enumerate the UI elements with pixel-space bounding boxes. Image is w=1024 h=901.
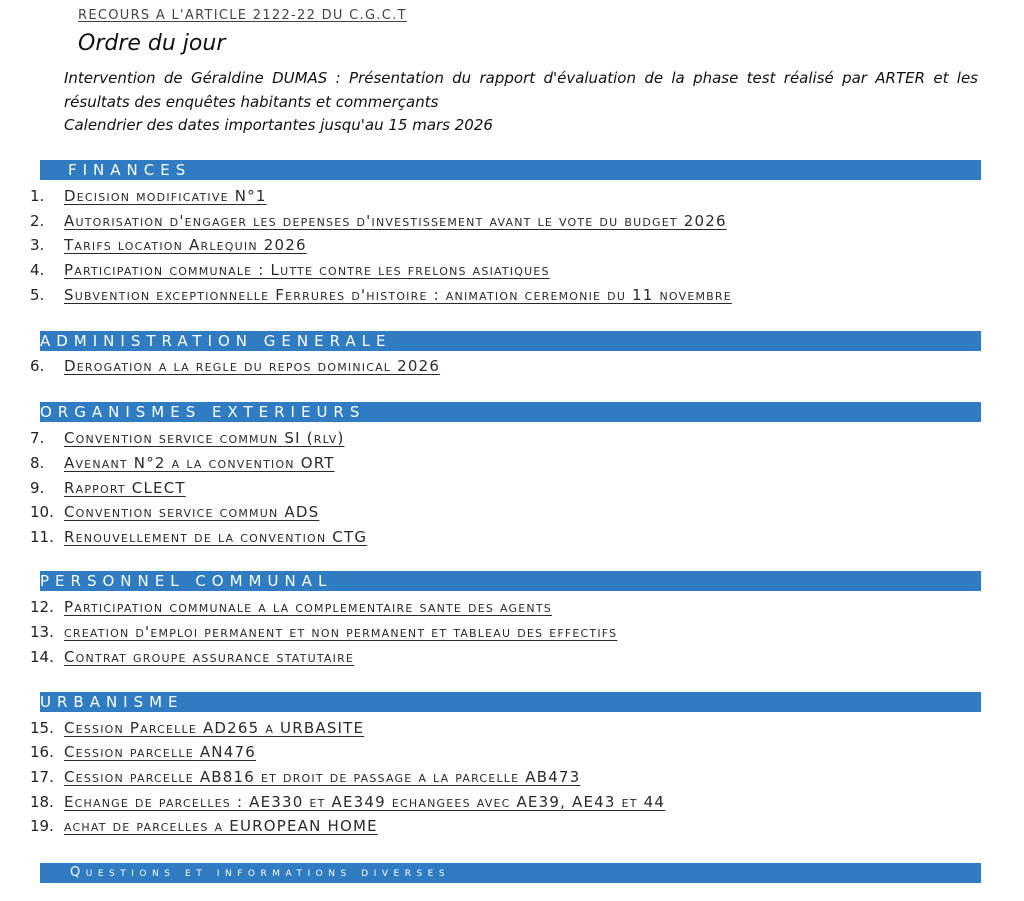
agenda-item-label[interactable]: Convention service commun SI (rlv) — [64, 429, 345, 447]
agenda-item-number: 12. — [30, 598, 54, 616]
agenda-item — [30, 258, 550, 282]
agenda-item-label[interactable]: Echange de parcelles : AE330 et AE349 echangees avec AE39, AE43 et 44 — [64, 793, 666, 811]
agenda-item-label[interactable]: Cession parcelle AN476 — [64, 743, 256, 761]
section-header-urbanisme: URBANISME — [40, 692, 981, 712]
agenda-item-number: 6. — [30, 357, 45, 375]
agenda-item-number: 17. — [30, 768, 54, 786]
agenda-item — [30, 476, 186, 500]
section-header-finances: FINANCES — [40, 160, 981, 180]
agenda-item-number: 1. — [30, 187, 45, 205]
agenda-item — [30, 620, 617, 644]
agenda-item — [30, 645, 354, 669]
agenda-item-number: 5. — [30, 286, 45, 304]
agenda-item-label[interactable]: Contrat groupe assurance statutaire — [64, 648, 355, 666]
agenda-item-number: 4. — [30, 261, 45, 279]
agenda-item — [30, 426, 345, 450]
agenda-item-label[interactable]: Subvention exceptionnelle Ferrures d'histoire : animation ceremonie du 11 novembre — [64, 286, 732, 304]
agenda-item-label[interactable]: Convention service commun ADS — [64, 503, 320, 521]
agenda-item-label[interactable]: Cession Parcelle AD265 a URBASITE — [64, 719, 365, 737]
agenda-item-label[interactable]: Tarifs location Arlequin 2026 — [64, 236, 307, 254]
agenda-item-label[interactable]: Autorisation d'engager les depenses d'investissement avant le vote du budget 2026 — [64, 212, 727, 230]
agenda-item-number: 14. — [30, 648, 54, 666]
agenda-item — [30, 716, 364, 740]
section-header-organismes: ORGANISMES EXTERIEURS — [40, 402, 981, 422]
agenda-item-label[interactable]: Participation communale : Lutte contre les frelons asiatiques — [64, 261, 550, 279]
agenda-item — [30, 595, 552, 619]
agenda-item-number: 7. — [30, 429, 45, 447]
agenda-item-number: 3. — [30, 236, 45, 254]
agenda-item-label[interactable]: Avenant N°2 a la convention ORT — [64, 454, 335, 472]
agenda-item-number: 10. — [30, 503, 54, 521]
agenda-item — [30, 233, 307, 257]
agenda-item-number: 19. — [30, 817, 54, 835]
agenda-item-number: 8. — [30, 454, 45, 472]
agenda-item — [30, 184, 267, 208]
agenda-item — [30, 740, 256, 764]
agenda-item-number: 16. — [30, 743, 54, 761]
section-header-questions: Questions et informations diverses — [40, 863, 981, 883]
intro-calendar: Calendrier des dates importantes jusqu'au 15 mars 2026 — [64, 116, 493, 134]
agenda-item-label[interactable]: Decision modificative N°1 — [64, 187, 267, 205]
agenda-item-label[interactable]: Cession parcelle AB816 et droit de passage a la parcelle AB473 — [64, 768, 581, 786]
agenda-item-number: 9. — [30, 479, 45, 497]
agenda-item — [30, 500, 319, 524]
agenda-item-number: 2. — [30, 212, 45, 230]
agenda-item-label[interactable]: creation d'emploi permanent et non permanent et tableau des effectifs — [64, 623, 618, 641]
agenda-item — [30, 354, 440, 378]
agenda-item — [30, 525, 367, 549]
agenda-item — [30, 209, 727, 233]
intro-intervention: Intervention de Géraldine DUMAS : Présentation du rapport d'évaluation de la phase test réalisé par ARTER et les résultats des enquêtes habitants et commerçants — [64, 69, 978, 111]
agenda-item — [30, 283, 732, 307]
agenda-item — [30, 765, 580, 789]
agenda-item-number: 11. — [30, 528, 54, 546]
agenda-item-number: 15. — [30, 719, 54, 737]
agenda-item-label[interactable]: Derogation a la regle du repos dominical 2026 — [64, 357, 441, 375]
agenda-item-label[interactable]: achat de parcelles a EUROPEAN HOME — [64, 817, 378, 835]
agenda-item-label[interactable]: Renouvellement de la convention CTG — [64, 528, 368, 546]
agenda-item-number: 18. — [30, 793, 54, 811]
agenda-item — [30, 814, 378, 838]
section-header-administration: ADMINISTRATION GENERALE — [40, 331, 981, 351]
intro-block — [64, 67, 978, 138]
agenda-item — [30, 790, 665, 814]
agenda-item-label[interactable]: Rapport CLECT — [64, 479, 186, 497]
agenda-item-number: 13. — [30, 623, 54, 641]
agenda-item — [30, 451, 335, 475]
page-title: Ordre du jour — [78, 31, 226, 56]
recours-reference: RECOURS A L'ARTICLE 2122-22 DU C.G.C.T — [78, 8, 407, 23]
section-header-personnel: PERSONNEL COMMUNAL — [40, 571, 981, 591]
agenda-item-label[interactable]: Participation communale a la complementaire sante des agents — [64, 598, 552, 616]
